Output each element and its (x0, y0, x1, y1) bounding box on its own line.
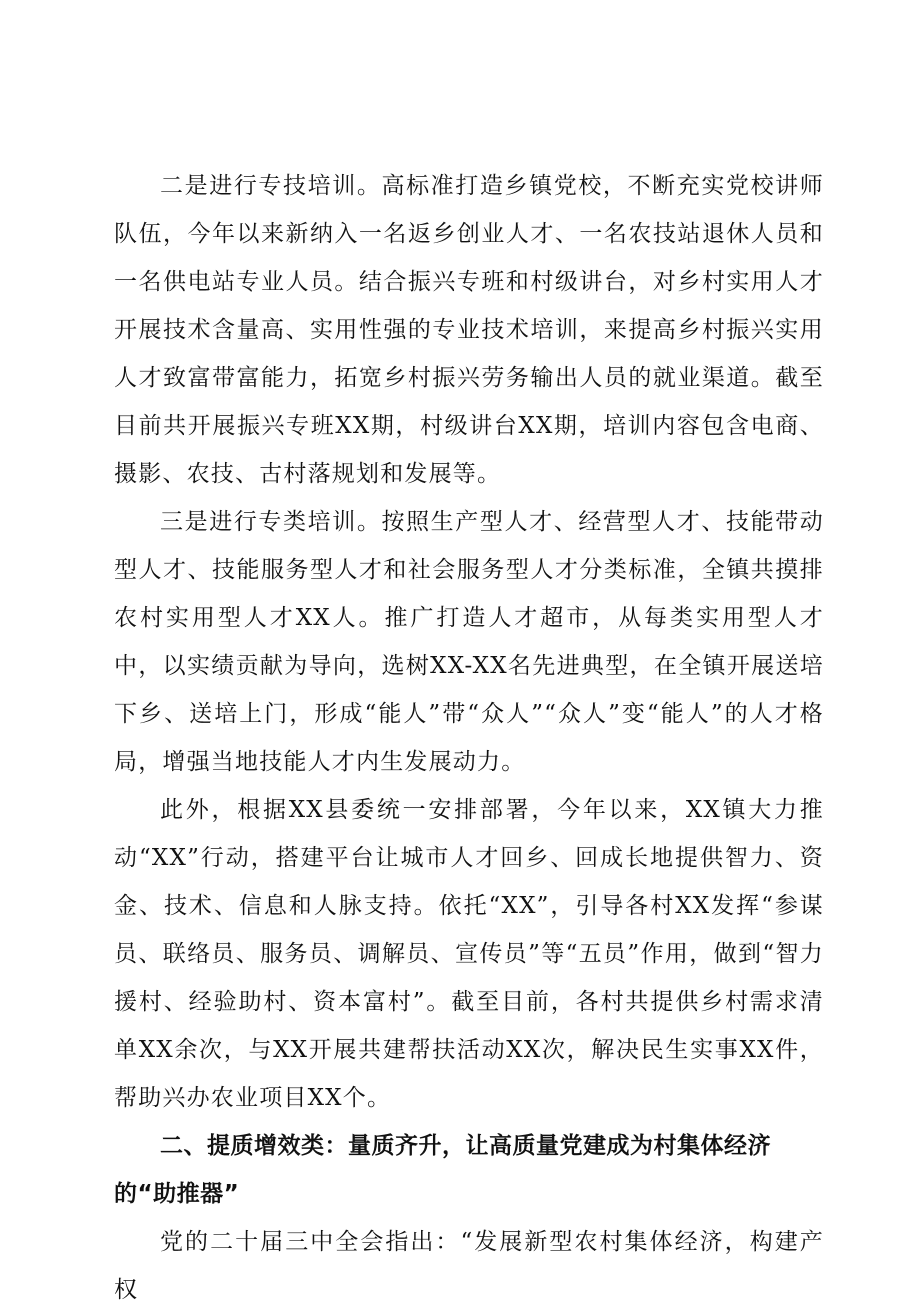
section-heading: 二、提质增效类：量质齐升，让高质量党建成为村集体经济的“助推器” (114, 1133, 771, 1207)
paragraph-category-training: 三是进行专类培训。按照生产型人才、经营型人才、技能带动型人才、技能服务型人才和社会服务型人才分类标准，全镇共摸排农村实用型人才XX人。推广打造人才超市，从每类实用型人才中，以实绩贡献为导向，选树XX-XX名先进典型，在全镇开展送培下乡、送培上门，形成“能人”带“众人”“众人”变“能人”的人才格局，增强当地技能人才内生发展动力。 (114, 509, 824, 775)
paragraph-additional-actions: 此外，根据XX县委统一安排部署，今年以来，XX镇大力推动“XX”行动，搭建平台让城市人才回乡、回成长地提供智力、资金、技术、信息和人脉支持。依托“XX”，引导各村XX发挥“参谋员、联络员、服务员、调解员、宣传员”等“五员”作用，做到“智力援村、经验助村、资本富村”。截至目前，各村共提供乡村需求清单XX余次，与XX开展共建帮扶活动XX次，解决民生实事XX件，帮助兴办农业项目XX个。 (114, 797, 824, 1111)
paragraph-plenum-quote: 党的二十届三中全会指出：“发展新型农村集体经济，构建产权 (114, 1229, 824, 1303)
document-body (114, 162, 824, 1314)
paragraph-professional-training: 二是进行专技培训。高标准打造乡镇党校，不断充实党校讲师队伍，今年以来新纳入一名返乡创业人才、一名农技站退休人员和一名供电站专业人员。结合振兴专班和村级讲台，对乡村实用人才开展技术含量高、实用性强的专业技术培训，来提高乡村振兴实用人才致富带富能力，拓宽乡村振兴劳务输出人员的就业渠道。截至目前共开展振兴专班XX期，村级讲台XX期，培训内容包含电商、摄影、农技、古村落规划和发展等。 (114, 173, 824, 487)
